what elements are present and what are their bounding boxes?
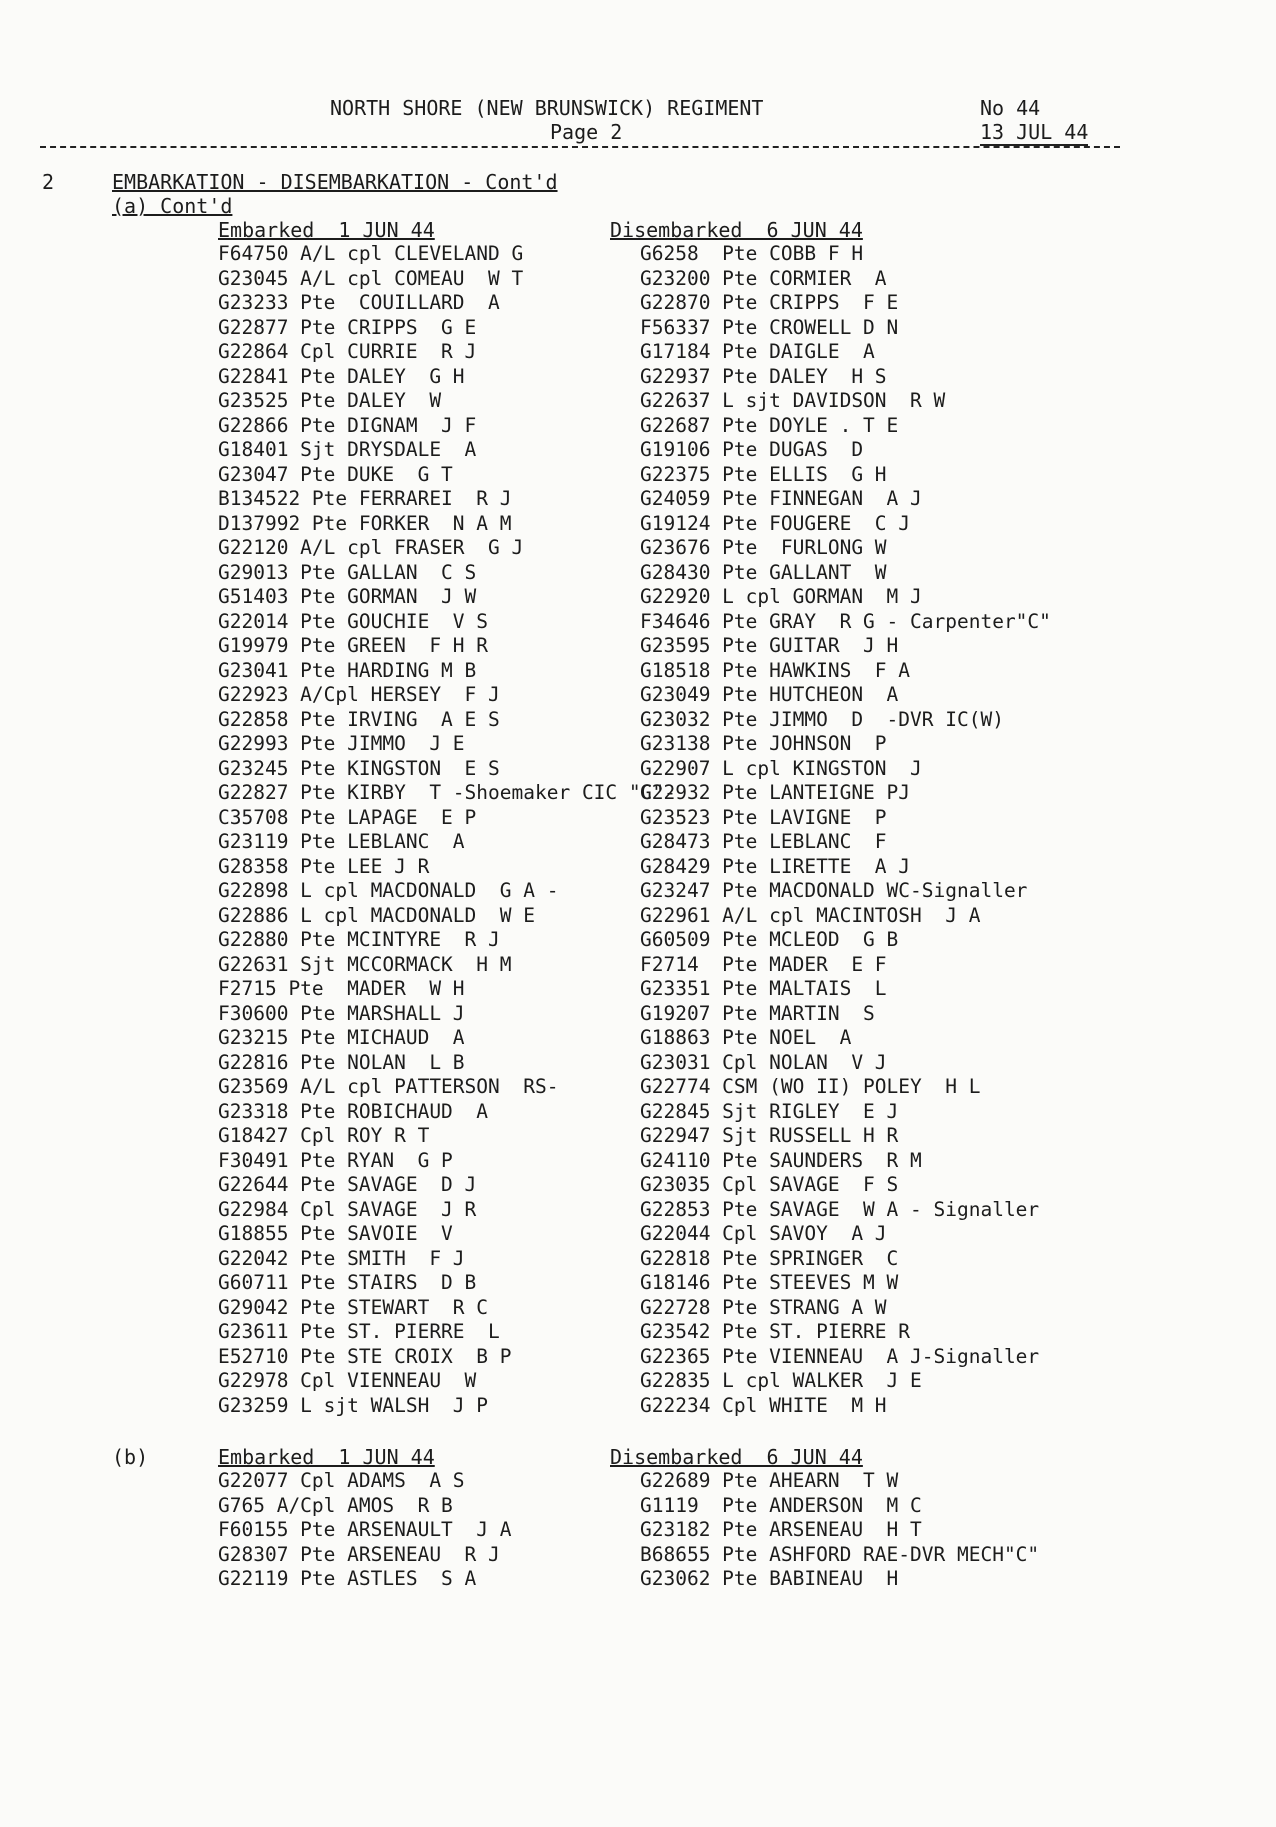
roll-row	[0, 487, 1276, 511]
disembarked-entry: G23138 Pte JOHNSON P	[640, 732, 887, 755]
embarked-entry: G23318 Pte ROBICHAUD A	[218, 1099, 489, 1123]
disembarked-entry: G19106 Pte DUGAS D	[640, 438, 864, 461]
part-a-label: (a) Cont'd	[112, 194, 233, 218]
embarked-entry: G22864 Cpl CURRIE R J	[218, 340, 477, 363]
part-b-label: (b)	[112, 1445, 149, 1469]
roll-row	[0, 1124, 1276, 1148]
disembarked-entry: F34646 Pte GRAY R G - Carpenter"C"	[640, 609, 1051, 633]
roll-row	[0, 512, 1276, 536]
roll-row	[0, 463, 1276, 487]
roll-row	[0, 1494, 1276, 1518]
embarked-entry: G22880 Pte MCINTYRE R J	[218, 928, 500, 951]
roll-row	[0, 757, 1276, 781]
disembarked-entry: G22961 A/L cpl MACINTOSH J A	[640, 903, 981, 927]
embarked-entry: G23245 Pte KINGSTON E S	[218, 756, 500, 780]
roll-row	[0, 732, 1276, 756]
roll-row	[0, 1173, 1276, 1197]
roll-row	[0, 1247, 1276, 1271]
disembarked-entry: G22937 Pte DALEY H S	[640, 364, 887, 388]
embarked-entry: D137992 Pte FORKER N A M	[218, 511, 512, 535]
roll-row	[0, 708, 1276, 732]
roll-row	[0, 1100, 1276, 1124]
disembarked-entry: G22637 L sjt DAVIDSON R W	[640, 389, 946, 412]
disembarked-entry: F56337 Pte CROWELL D N	[640, 315, 899, 339]
embarked-entry: G22841 Pte DALEY G H	[218, 364, 465, 388]
embarked-entry: F30491 Pte RYAN G P	[218, 1148, 453, 1172]
embarked-entry: G765 A/Cpl AMOS R B	[218, 1493, 453, 1517]
disembarked-entry: G22845 Sjt RIGLEY E J	[640, 1099, 899, 1123]
disembarked-entry: G24110 Pte SAUNDERS R M	[640, 1148, 922, 1172]
roll-row	[0, 1296, 1276, 1320]
embarked-entry: G23611 Pte ST. PIERRE L	[218, 1320, 500, 1343]
embarked-entry: G23233 Pte COUILLARD A	[218, 291, 500, 314]
disembarked-entry: G22853 Pte SAVAGE W A - Signaller	[640, 1197, 1040, 1221]
roll-row	[0, 1469, 1276, 1493]
disembarked-entry: G23200 Pte CORMIER A	[640, 266, 887, 290]
section-heading: EMBARKATION - DISEMBARKATION - Cont'd	[112, 170, 558, 194]
embarked-entry: G23041 Pte HARDING M B	[218, 658, 477, 682]
disembarked-entry: G23595 Pte GUITAR J H	[640, 634, 899, 657]
roll-row	[0, 781, 1276, 805]
roll-row	[0, 340, 1276, 364]
disembarked-entry: G28473 Pte LEBLANC F	[640, 830, 887, 853]
roll-row	[0, 879, 1276, 903]
embarked-entry: B134522 Pte FERRAREI R J	[218, 487, 512, 510]
embarked-entry: C35708 Pte LAPAGE E P	[218, 805, 477, 829]
embarked-entry: G19979 Pte GREEN F H R	[218, 634, 489, 657]
disembarked-entry: G23182 Pte ARSENEAU H T	[640, 1518, 922, 1541]
part-a-disembarked-heading: Disembarked 6 JUN 44	[610, 218, 863, 242]
embarked-entry: G18401 Sjt DRYSDALE A	[218, 438, 477, 461]
embarked-entry: G23047 Pte DUKE G T	[218, 462, 453, 486]
roll-row	[0, 536, 1276, 560]
disembarked-entry: G28429 Pte LIRETTE A J	[640, 854, 911, 878]
roll-row	[0, 1369, 1276, 1393]
disembarked-entry: G22044 Cpl SAVOY A J	[640, 1222, 887, 1245]
disembarked-entry: G23049 Pte HUTCHEON A	[640, 683, 899, 706]
part-a-embarked-heading: Embarked 1 JUN 44	[218, 218, 435, 242]
disembarked-entry: G18863 Pte NOEL A	[640, 1026, 852, 1049]
disembarked-entry: G23035 Cpl SAVAGE F S	[640, 1173, 899, 1196]
embarked-entry: F2715 Pte MADER W H	[218, 977, 465, 1000]
order-number: No 44	[980, 96, 1041, 120]
embarked-entry: G22119 Pte ASTLES S A	[218, 1567, 477, 1590]
roll-row	[0, 904, 1276, 928]
roll-row	[0, 1518, 1276, 1542]
embarked-entry: G29013 Pte GALLAN C S	[218, 560, 477, 584]
embarked-entry: G23525 Pte DALEY W	[218, 389, 442, 412]
paragraph-number: 2	[42, 170, 55, 194]
embarked-entry: G22077 Cpl ADAMS A S	[218, 1469, 465, 1492]
roll-row	[0, 1320, 1276, 1344]
roll-row	[0, 1543, 1276, 1567]
disembarked-entry: G18146 Pte STEEVES M W	[640, 1271, 899, 1294]
roll-row	[0, 1222, 1276, 1246]
roll-row	[0, 928, 1276, 952]
roll-row	[0, 634, 1276, 658]
disembarked-entry: G6258 Pte COBB F H	[640, 242, 864, 265]
roll-row	[0, 1002, 1276, 1026]
disembarked-entry: G23031 Cpl NOLAN V J	[640, 1050, 887, 1074]
embarked-entry: G22984 Cpl SAVAGE J R	[218, 1197, 477, 1221]
header-divider	[40, 146, 1120, 148]
disembarked-entry: G17184 Pte DAIGLE A	[640, 340, 875, 363]
disembarked-entry: G19124 Pte FOUGERE C J	[640, 511, 911, 535]
embarked-entry: G29042 Pte STEWART R C	[218, 1295, 489, 1319]
roll-row	[0, 1198, 1276, 1222]
embarked-entry: G18427 Cpl ROY R T	[218, 1124, 430, 1147]
disembarked-entry: G23351 Pte MALTAIS L	[640, 977, 887, 1000]
page-number: Page 2	[550, 120, 623, 144]
embarked-entry: G28358 Pte LEE J R	[218, 854, 430, 878]
disembarked-entry: G22907 L cpl KINGSTON J	[640, 756, 922, 780]
embarked-entry: G22923 A/Cpl HERSEY F J	[218, 683, 500, 706]
disembarked-entry: G22818 Pte SPRINGER C	[640, 1246, 899, 1270]
roll-row	[0, 585, 1276, 609]
embarked-entry: G22978 Cpl VIENNEAU W	[218, 1369, 477, 1392]
roll-row	[0, 291, 1276, 315]
disembarked-entry: G19207 Pte MARTIN S	[640, 1001, 875, 1025]
roll-row	[0, 1567, 1276, 1591]
disembarked-entry: G22687 Pte DOYLE . T E	[640, 413, 899, 437]
roll-row	[0, 1026, 1276, 1050]
disembarked-entry: B68655 Pte ASHFORD RAE-DVR MECH"C"	[640, 1542, 1040, 1566]
embarked-entry: F60155 Pte ARSENAULT J A	[218, 1518, 512, 1541]
roll-row	[0, 659, 1276, 683]
embarked-entry: F30600 Pte MARSHALL J	[218, 1001, 465, 1025]
roll-row	[0, 610, 1276, 634]
roll-row	[0, 365, 1276, 389]
embarked-entry: E52710 Pte STE CROIX B P	[218, 1344, 512, 1368]
roll-row	[0, 977, 1276, 1001]
embarked-entry: G22631 Sjt MCCORMACK H M	[218, 952, 512, 976]
embarked-entry: G22877 Pte CRIPPS G E	[218, 315, 477, 339]
embarked-entry: G22858 Pte IRVING A E S	[218, 707, 500, 731]
roll-row	[0, 1345, 1276, 1369]
disembarked-entry: G28430 Pte GALLANT W	[640, 560, 887, 584]
disembarked-entry: G22947 Sjt RUSSELL H R	[640, 1124, 899, 1147]
embarked-entry: G23259 L sjt WALSH J P	[218, 1393, 489, 1417]
embarked-entry: G60711 Pte STAIRS D B	[218, 1271, 477, 1294]
embarked-entry: G18855 Pte SAVOIE V	[218, 1222, 453, 1245]
disembarked-entry: G24059 Pte FINNEGAN A J	[640, 487, 922, 510]
disembarked-entry: G22375 Pte ELLIS G H	[640, 462, 887, 486]
roll-row	[0, 855, 1276, 879]
embarked-entry: G22042 Pte SMITH F J	[218, 1246, 465, 1270]
embarked-entry: G22827 Pte KIRBY T -Shoemaker CIC "C"-	[218, 781, 676, 804]
order-date: 13 JUL 44	[980, 120, 1089, 144]
roll-row	[0, 267, 1276, 291]
disembarked-entry: G22835 L cpl WALKER J E	[640, 1369, 922, 1392]
roll-row	[0, 316, 1276, 340]
disembarked-entry: G23247 Pte MACDONALD WC-Signaller	[640, 879, 1028, 902]
roll-row	[0, 683, 1276, 707]
embarked-entry: G23045 A/L cpl COMEAU W T	[218, 266, 524, 290]
roll-row	[0, 830, 1276, 854]
disembarked-entry: G22728 Pte STRANG A W	[640, 1295, 887, 1319]
disembarked-entry: G23523 Pte LAVIGNE P	[640, 805, 887, 829]
regiment-title: NORTH SHORE (NEW BRUNSWICK) REGIMENT	[330, 96, 764, 120]
embarked-entry: G23119 Pte LEBLANC A	[218, 830, 465, 853]
embarked-entry: G22816 Pte NOLAN L B	[218, 1050, 465, 1074]
disembarked-entry: G23032 Pte JIMMO D -DVR IC(W)	[640, 707, 1004, 731]
embarked-entry: G51403 Pte GORMAN J W	[218, 585, 477, 608]
disembarked-entry: F2714 Pte MADER E F	[640, 952, 887, 976]
disembarked-entry: G22920 L cpl GORMAN M J	[640, 585, 922, 608]
embarked-entry: G22993 Pte JIMMO J E	[218, 732, 465, 755]
roll-row	[0, 561, 1276, 585]
embarked-entry: G22898 L cpl MACDONALD G A -	[218, 879, 559, 902]
roll-row	[0, 1051, 1276, 1075]
disembarked-entry: G22689 Pte AHEARN T W	[640, 1469, 899, 1492]
embarked-entry: F64750 A/L cpl CLEVELAND G	[218, 242, 524, 265]
disembarked-entry: G23062 Pte BABINEAU H	[640, 1567, 899, 1590]
roll-row	[0, 953, 1276, 977]
roll-row	[0, 414, 1276, 438]
disembarked-entry: G22774 CSM (WO II) POLEY H L	[640, 1075, 981, 1098]
roll-row	[0, 438, 1276, 462]
embarked-entry: G22866 Pte DIGNAM J F	[218, 413, 477, 437]
disembarked-entry: G22234 Cpl WHITE M H	[640, 1393, 887, 1417]
embarked-entry: G22014 Pte GOUCHIE V S	[218, 609, 489, 633]
disembarked-entry: G60509 Pte MCLEOD G B	[640, 928, 899, 951]
embarked-entry: G23215 Pte MICHAUD A	[218, 1026, 465, 1049]
disembarked-entry: G23676 Pte FURLONG W	[640, 536, 887, 559]
roll-row	[0, 806, 1276, 830]
embarked-entry: G28307 Pte ARSENEAU R J	[218, 1542, 500, 1566]
embarked-entry: G22644 Pte SAVAGE D J	[218, 1173, 477, 1196]
part-b-embarked-heading: Embarked 1 JUN 44	[218, 1445, 435, 1469]
disembarked-entry: G22870 Pte CRIPPS F E	[640, 291, 899, 314]
roll-row	[0, 1075, 1276, 1099]
disembarked-entry: G22932 Pte LANTEIGNE PJ	[640, 781, 911, 804]
disembarked-entry: G18518 Pte HAWKINS F A	[640, 658, 911, 682]
roll-row	[0, 1149, 1276, 1173]
embarked-entry: G23569 A/L cpl PATTERSON RS-	[218, 1075, 559, 1098]
roll-row	[0, 242, 1276, 266]
roll-row	[0, 1271, 1276, 1295]
disembarked-entry: G1119 Pte ANDERSON M C	[640, 1493, 922, 1517]
embarked-entry: G22120 A/L cpl FRASER G J	[218, 536, 524, 559]
disembarked-entry: G22365 Pte VIENNEAU A J-Signaller	[640, 1344, 1040, 1368]
roll-row	[0, 389, 1276, 413]
embarked-entry: G22886 L cpl MACDONALD W E	[218, 903, 535, 927]
roll-row	[0, 1394, 1276, 1418]
disembarked-entry: G23542 Pte ST. PIERRE R	[640, 1320, 911, 1343]
part-b-disembarked-heading: Disembarked 6 JUN 44	[610, 1445, 863, 1469]
